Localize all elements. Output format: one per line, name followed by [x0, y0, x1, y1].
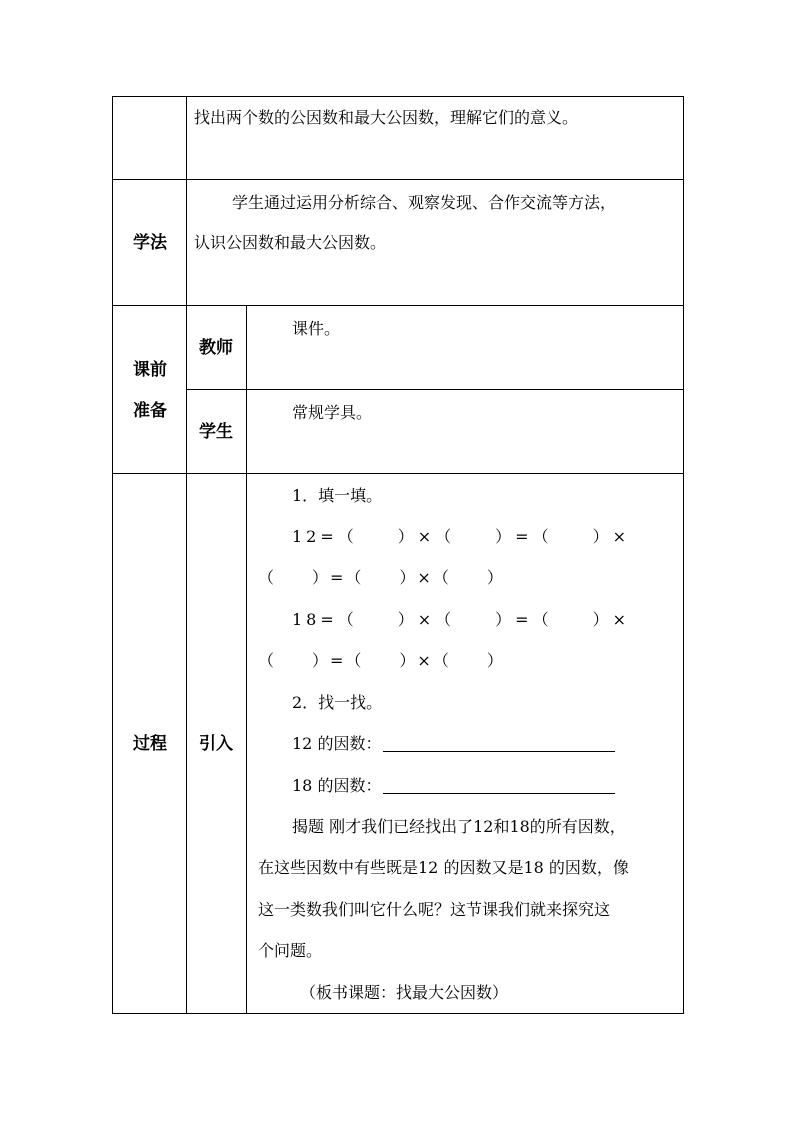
task1-18-line1: 18=（ ）×（ ）=（ ）× — [292, 610, 630, 629]
column-divider — [186, 96, 187, 1014]
student-label: 学生 — [199, 422, 233, 442]
intro-label: 引入 — [199, 734, 233, 754]
teacher-text: 课件。 — [292, 319, 341, 338]
task1-12-line1: 12=（ ）×（ ）=（ ）× — [292, 527, 630, 546]
method-line-1: 学生通过运用分析综合、观察发现、合作交流等方法， — [232, 193, 617, 212]
task2-title: 2．找一找。 — [292, 693, 383, 712]
factors-18-blank[interactable] — [383, 777, 615, 794]
preparation-label-2: 准备 — [133, 401, 167, 421]
objective-text: 找出两个数的公因数和最大公因数，理解它们的意义。 — [194, 108, 579, 127]
preparation-label-1: 课前 — [133, 360, 167, 380]
reveal-line-2: 在这些因数中有些既是12 的因数又是18 的因数，像 — [258, 858, 629, 877]
row-divider — [112, 473, 684, 474]
reveal-line-1: 揭题 刚才我们已经找出了12和18的所有因数， — [292, 817, 626, 836]
reveal-line-3: 这一类数我们叫它什么呢？这节课我们就来探究这 — [258, 900, 611, 919]
factors-18-row — [292, 776, 615, 796]
teacher-label: 教师 — [199, 338, 233, 358]
column-divider — [246, 305, 247, 1014]
board-title: （板书课题：找最大公因数） — [300, 983, 509, 1002]
method-line-2: 认识公因数和最大公因数。 — [194, 233, 387, 252]
factors-12-label: 12 的因数： — [292, 734, 382, 753]
row-divider — [112, 179, 684, 180]
factors-12-row — [292, 734, 615, 754]
student-text: 常规学具。 — [292, 403, 373, 422]
task1-12-line2: （ ）=（ ）×（ ） — [258, 568, 505, 587]
task1-title: 1．填一填。 — [292, 486, 383, 505]
method-label: 学法 — [133, 233, 167, 253]
reveal-line-4: 个问题。 — [258, 941, 323, 960]
row-divider — [186, 389, 684, 390]
task1-18-line2: （ ）=（ ）×（ ） — [258, 651, 505, 670]
process-label: 过程 — [133, 734, 167, 754]
factors-18-label: 18 的因数： — [292, 776, 382, 795]
row-divider — [112, 305, 684, 306]
factors-12-blank[interactable] — [383, 735, 615, 752]
